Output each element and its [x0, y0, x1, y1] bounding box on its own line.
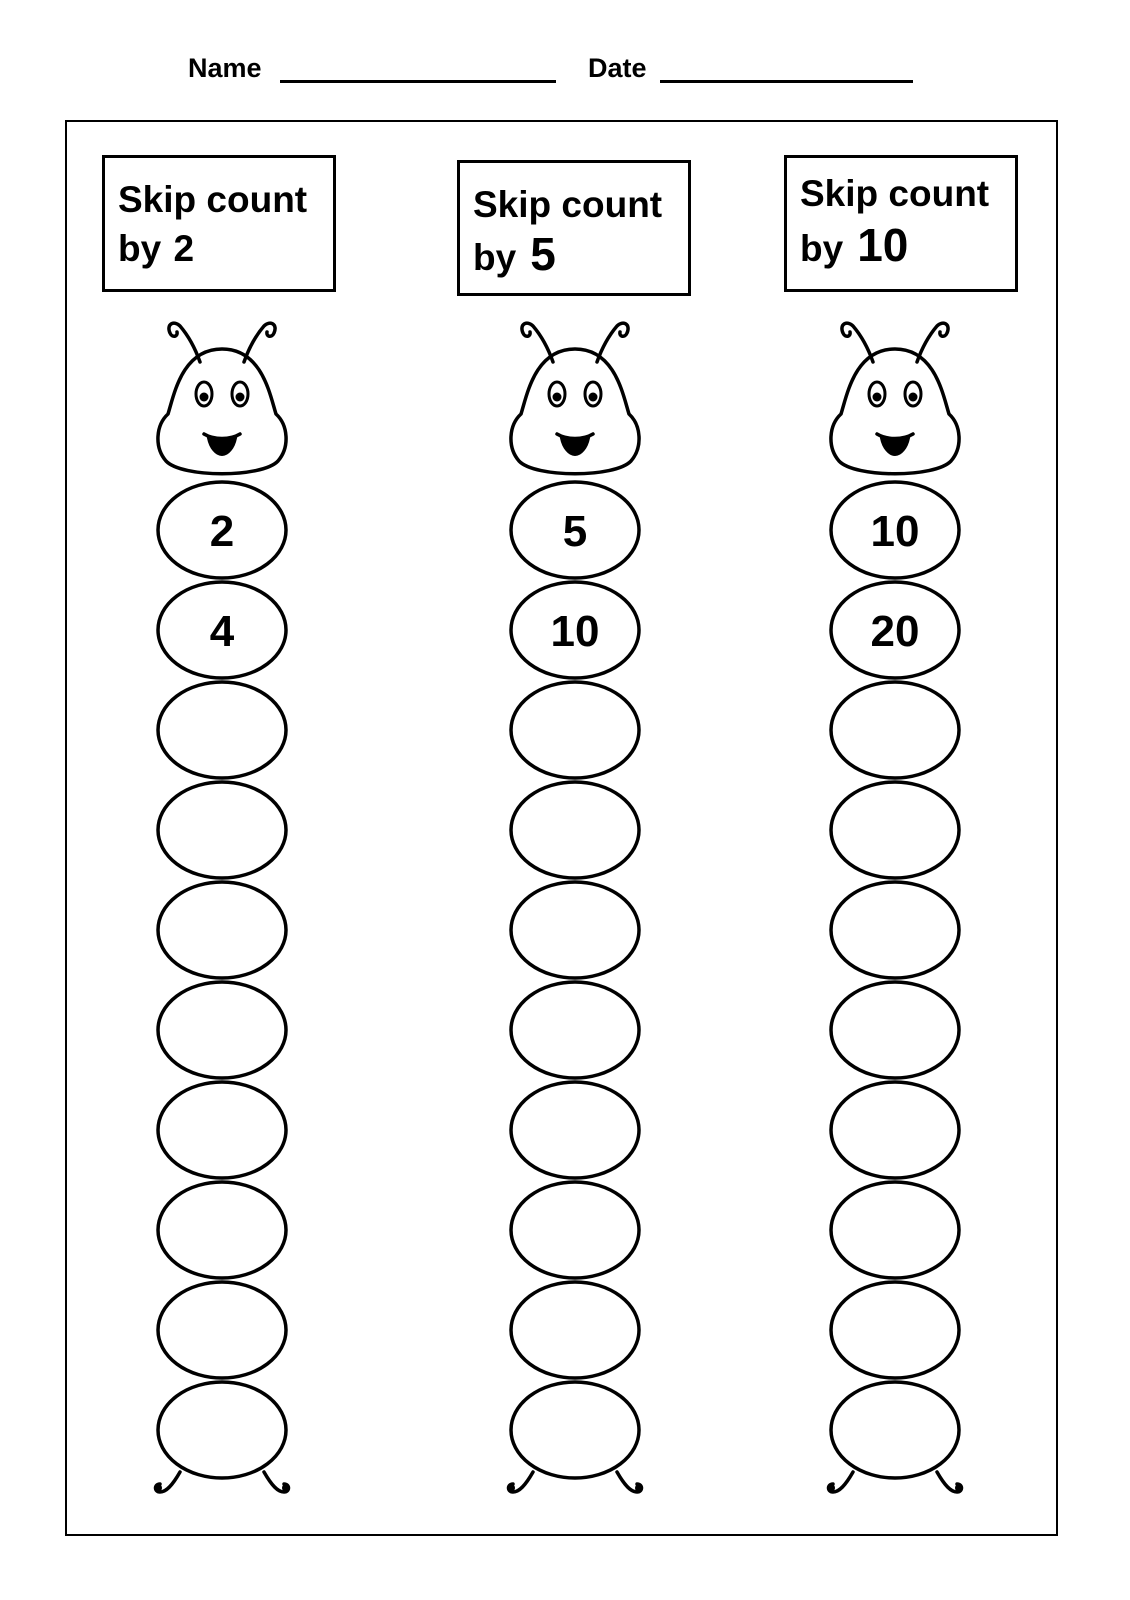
- body-segment: [158, 1082, 286, 1178]
- body-segment: [511, 1182, 639, 1278]
- mouth-icon: [881, 438, 909, 455]
- body-segment: [831, 982, 959, 1078]
- mouth-icon: [208, 438, 236, 455]
- smile-icon: [557, 434, 593, 439]
- caterpillar-by-2: [154, 323, 290, 1492]
- body-segment: [158, 982, 286, 1078]
- name-label: Name: [188, 53, 262, 83]
- caterpillar-by-10: [827, 323, 963, 1492]
- body-segment: [158, 682, 286, 778]
- box-title: Skip count: [118, 179, 308, 220]
- mouth-icon: [561, 438, 589, 455]
- smile-icon: [204, 434, 240, 439]
- by-label: by: [473, 237, 517, 278]
- toe-icon: [507, 1484, 515, 1492]
- pupil-icon: [236, 393, 245, 402]
- body-segment: [158, 1182, 286, 1278]
- by-value: 10: [857, 219, 909, 271]
- by-label: by: [800, 228, 844, 269]
- segment-number: 5: [562, 507, 588, 556]
- pupil-icon: [873, 393, 882, 402]
- body-segment: [831, 682, 959, 778]
- body-segment: [158, 1282, 286, 1378]
- body-segment: [511, 982, 639, 1078]
- toe-icon: [635, 1484, 643, 1492]
- toe-icon: [955, 1484, 963, 1492]
- toe-icon: [154, 1484, 162, 1492]
- segment-number: 20: [870, 607, 920, 656]
- pupil-icon: [589, 393, 598, 402]
- body-segment: [511, 882, 639, 978]
- body-segment: [511, 1282, 639, 1378]
- body-segment: [831, 1382, 959, 1478]
- segment-number: 2: [209, 507, 235, 556]
- toe-icon: [827, 1484, 835, 1492]
- caterpillar-by-5: [507, 323, 643, 1492]
- pupil-icon: [909, 393, 918, 402]
- by-label: by: [118, 228, 162, 269]
- body-segment: [831, 882, 959, 978]
- body-segment: [158, 882, 286, 978]
- pupil-icon: [553, 393, 562, 402]
- body-segment: [511, 682, 639, 778]
- body-segment: [158, 1382, 286, 1478]
- date-label: Date: [588, 53, 647, 83]
- body-segment: [831, 1282, 959, 1378]
- toe-icon: [282, 1484, 290, 1492]
- body-segment: [511, 1082, 639, 1178]
- body-segment: [831, 1182, 959, 1278]
- segment-number: 10: [550, 607, 600, 656]
- smile-icon: [877, 434, 913, 439]
- body-segment: [511, 1382, 639, 1478]
- segment-number: 4: [209, 607, 235, 656]
- segment-number: 10: [870, 507, 920, 556]
- by-value: 5: [530, 228, 556, 280]
- body-segment: [831, 1082, 959, 1178]
- body-segment: [831, 782, 959, 878]
- by-value: 2: [173, 228, 195, 269]
- body-segment: [511, 782, 639, 878]
- box-title: Skip count: [473, 184, 663, 225]
- pupil-icon: [200, 393, 209, 402]
- body-segment: [158, 782, 286, 878]
- box-title: Skip count: [800, 173, 990, 214]
